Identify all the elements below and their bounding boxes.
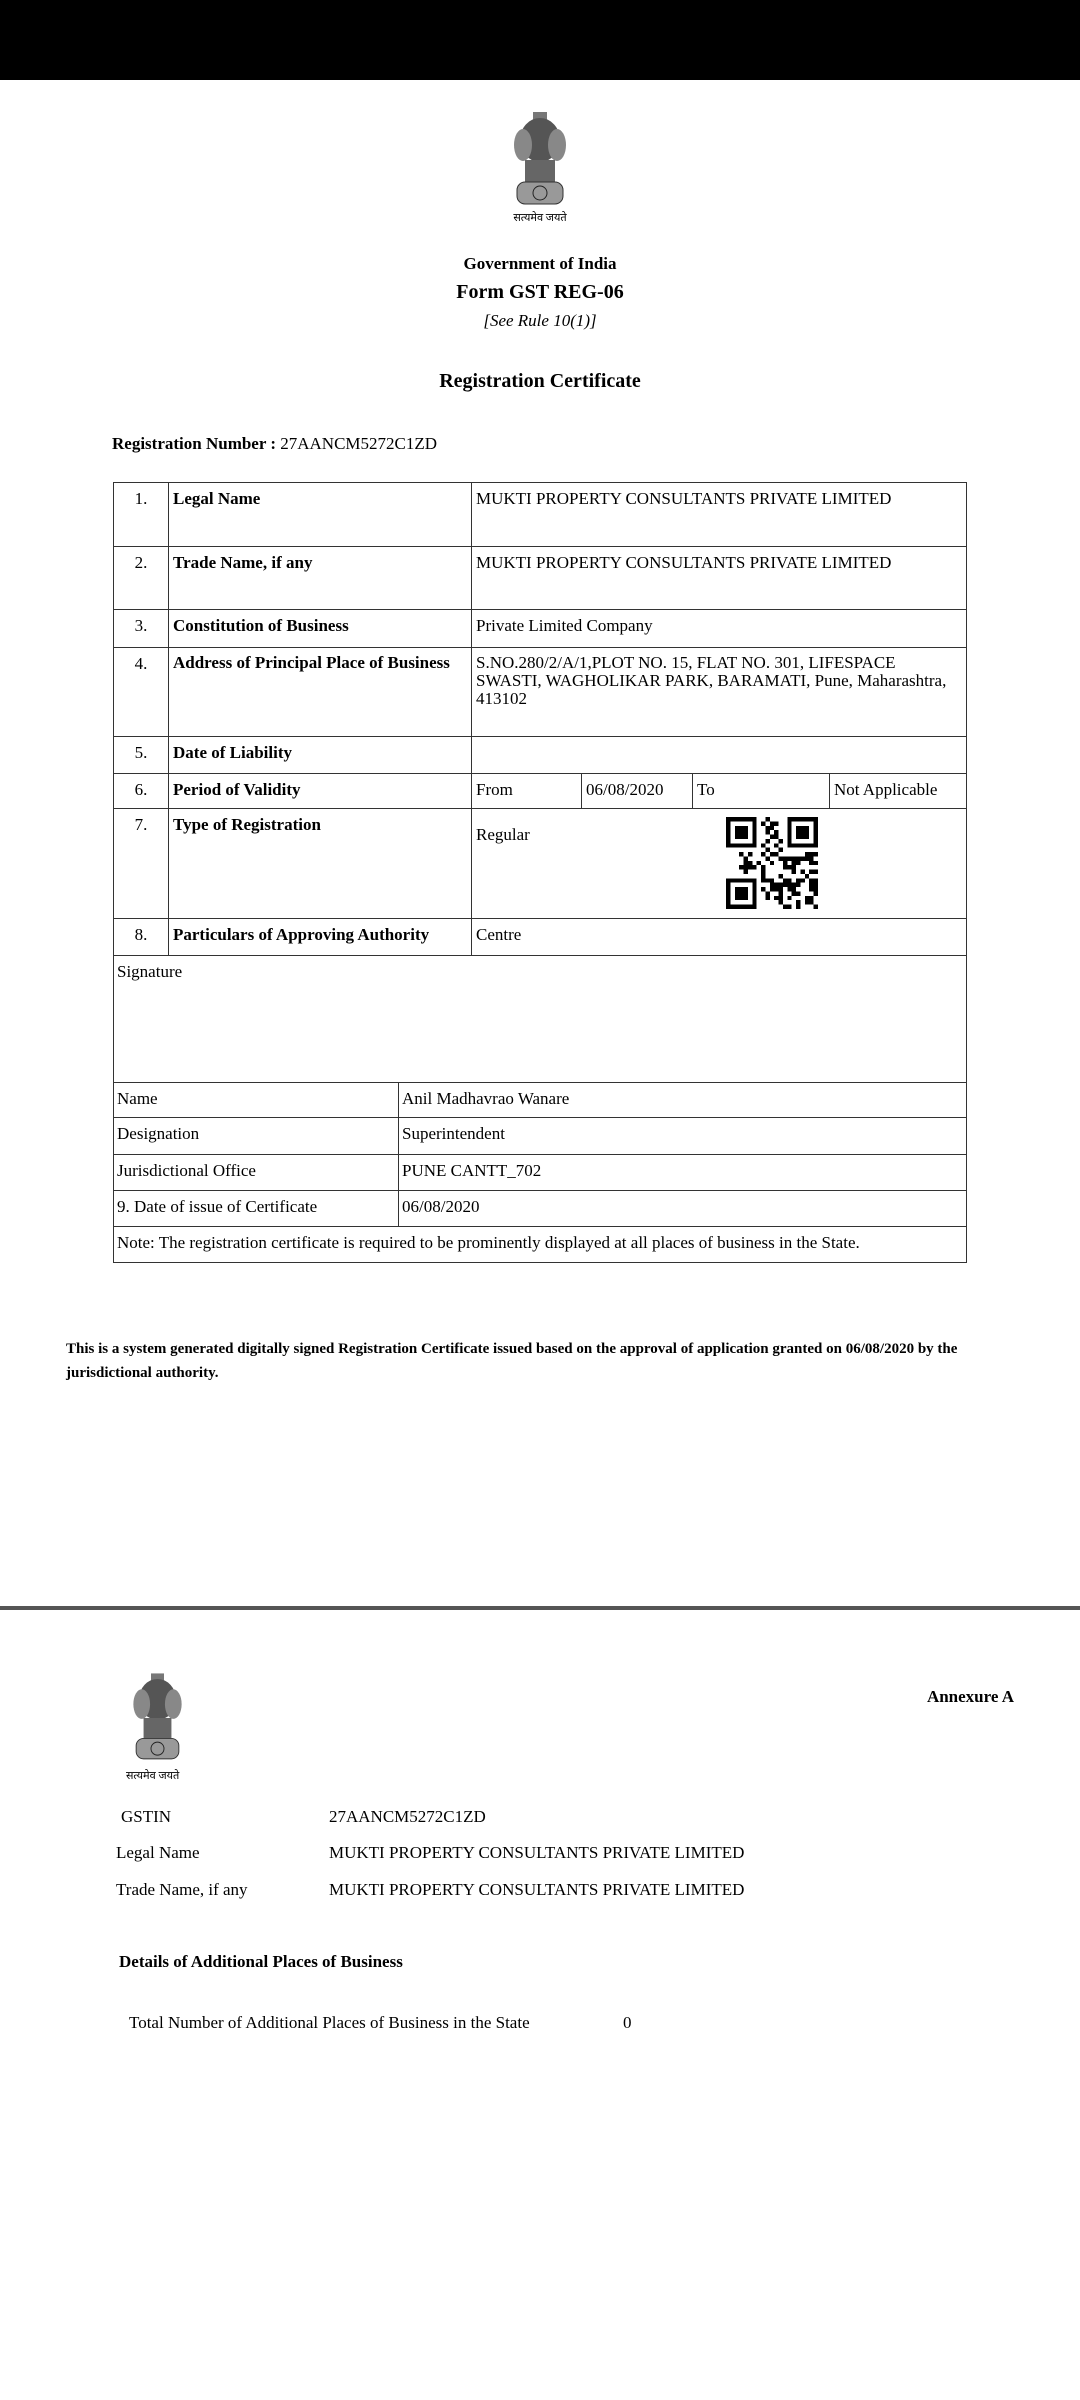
row-label: Jurisdictional Office (114, 1155, 399, 1191)
page-title: Registration Certificate (439, 370, 641, 392)
system-generated-note: This is a system generated digitally signed Registration Certificate issued based on the approval of application granted on 06/08/2020 by the jurisdictional authority. (66, 1341, 958, 1381)
rule-reference: [See Rule 10(1)] (483, 311, 597, 330)
row-value: Private Limited Company (472, 610, 967, 648)
trade-name-value: MUKTI PROPERTY CONSULTANTS PRIVATE LIMITED (329, 1880, 745, 1899)
table-row (114, 1083, 967, 1118)
row-number: 8. (114, 919, 169, 956)
row-label: Designation (114, 1118, 399, 1155)
status-bar (0, 0, 1080, 80)
table-row (114, 1118, 967, 1155)
table-row (114, 774, 967, 809)
gstin-label: GSTIN (121, 1807, 172, 1826)
table-row (114, 547, 967, 610)
row-label: Legal Name (169, 483, 472, 547)
gstin-value: 27AANCM5272C1ZD (329, 1807, 486, 1826)
table-row (114, 809, 967, 919)
additional-places-label: Total Number of Additional Places of Business in the State (129, 2013, 530, 2032)
page-separator (0, 1606, 1080, 1610)
row-value: Centre (472, 919, 967, 956)
row-value: 06/08/2020 (399, 1191, 967, 1227)
row-number: 4. (114, 648, 169, 737)
trade-name-label: Trade Name, if any (116, 1880, 248, 1899)
registration-number (112, 434, 437, 454)
national-emblem-icon (505, 110, 575, 210)
row-value: MUKTI PROPERTY CONSULTANTS PRIVATE LIMITED (472, 483, 967, 547)
row-label: Date of Liability (169, 737, 472, 774)
emblem-motto: सत्यमेव जयते (513, 212, 567, 224)
validity-to-label: To (693, 774, 830, 809)
row-label: Constitution of Business (169, 610, 472, 648)
registration-number-label: Registration Number : (112, 434, 276, 453)
row-value: Anil Madhavrao Wanare (399, 1083, 967, 1118)
row-value: Regular (476, 825, 530, 844)
legal-name-label: Legal Name (116, 1843, 200, 1862)
row-label: Particulars of Approving Authority (169, 919, 472, 956)
approval-table (113, 955, 967, 1263)
row-label: Type of Registration (169, 809, 472, 919)
row-label: Address of Principal Place of Business (169, 648, 472, 737)
row-label: Trade Name, if any (169, 547, 472, 610)
table-row (114, 483, 967, 547)
table-row (114, 919, 967, 956)
display-note: Note: The registration certificate is required to be prominently displayed at all places of business in the State. (114, 1227, 967, 1263)
row-number: 5. (114, 737, 169, 774)
table-row (114, 737, 967, 774)
row-number: 2. (114, 547, 169, 610)
signature-field: Signature (114, 956, 967, 1083)
table-row (114, 648, 967, 737)
national-emblem-icon (125, 1670, 190, 1766)
registration-number-value: 27AANCM5272C1ZD (280, 434, 438, 453)
row-label: 9. Date of issue of Certificate (114, 1191, 399, 1227)
validity-to-date: Not Applicable (830, 774, 967, 809)
form-title: Form GST REG-06 (456, 281, 624, 303)
table-row (114, 1155, 967, 1191)
annexure-title: Annexure A (926, 1687, 1014, 1706)
registration-details-table (113, 482, 967, 956)
government-heading: Government of India (463, 254, 617, 273)
row-value (472, 737, 967, 774)
emblem-motto: सत्यमेव जयते (126, 1770, 180, 1782)
additional-places-count: 0 (623, 2013, 632, 2032)
row-label: Name (114, 1083, 399, 1118)
validity-from-date: 06/08/2020 (582, 774, 693, 809)
legal-name-value: MUKTI PROPERTY CONSULTANTS PRIVATE LIMITED (329, 1843, 745, 1862)
row-number: 1. (114, 483, 169, 547)
table-row (114, 1191, 967, 1227)
qr-code-icon (726, 817, 818, 909)
validity-from-label: From (472, 774, 582, 809)
row-number: 7. (114, 809, 169, 919)
table-row (114, 610, 967, 648)
row-number: 3. (114, 610, 169, 648)
row-value: S.NO.280/2/A/1,PLOT NO. 15, FLAT NO. 301, LIFESPACE SWASTI, WAGHOLIKAR PARK, BARAMATI, Pune, Maharashtra, 413102 (472, 648, 967, 737)
row-value: PUNE CANTT_702 (399, 1155, 967, 1191)
row-label: Period of Validity (169, 774, 472, 809)
row-value: MUKTI PROPERTY CONSULTANTS PRIVATE LIMITED (472, 547, 967, 610)
additional-places-heading: Details of Additional Places of Business (119, 1952, 403, 1971)
row-value: Superintendent (399, 1118, 967, 1155)
row-number: 6. (114, 774, 169, 809)
